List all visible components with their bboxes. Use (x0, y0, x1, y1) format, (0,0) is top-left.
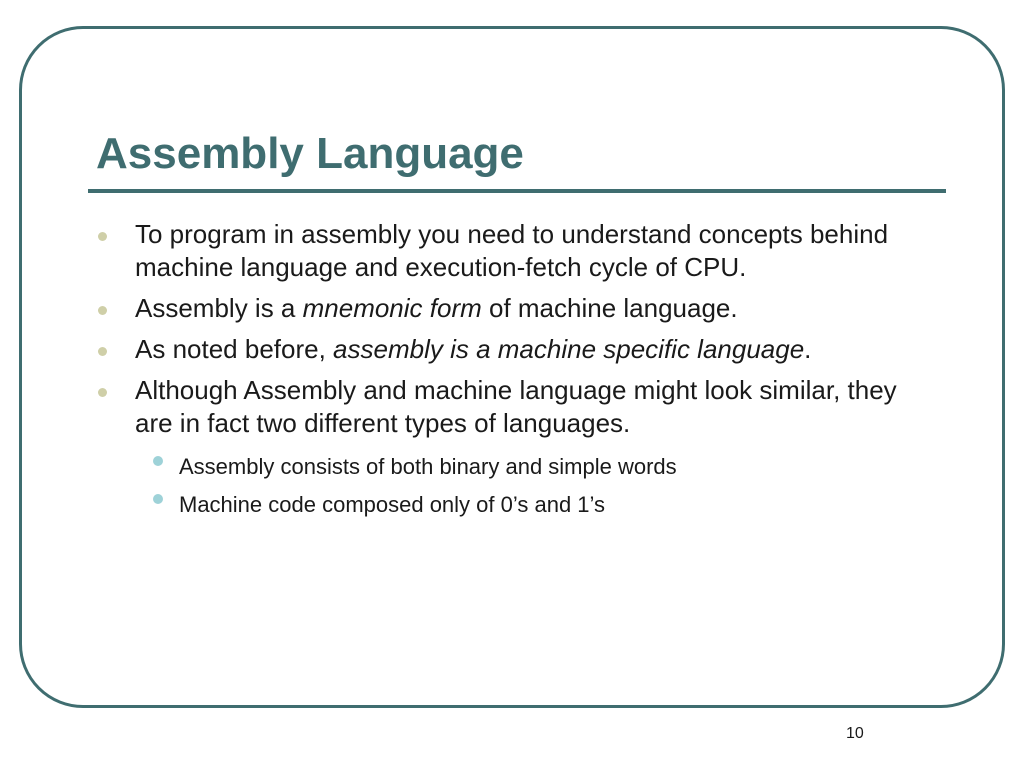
bullet-text-post: of machine language. (481, 293, 738, 323)
bullet-dot-icon (98, 388, 107, 397)
bullet-text-emphasis: assembly is a machine specific language (333, 334, 805, 364)
sub-bullet-list (96, 448, 926, 524)
bullet-text-emphasis: mnemonic form (302, 293, 482, 323)
sub-bullet-item (96, 486, 926, 524)
bullet-text: To program in assembly you need to understand concepts behind machine language and execution-fetch cycle of CPU. (135, 219, 889, 282)
bullet-text-post: . (804, 334, 812, 364)
sub-bullet-text: Assembly consists of both binary and simple words (179, 454, 677, 479)
sub-bullet-text: Machine code composed only of 0’s and 1’s (179, 492, 606, 517)
slide-body (96, 218, 926, 524)
page-number: 10 (846, 725, 864, 742)
slide-title: Assembly Language (96, 129, 524, 178)
sub-bullet-dot-icon (153, 494, 163, 504)
bullet-text-pre: Assembly is a (135, 293, 303, 323)
bullet-dot-icon (98, 347, 107, 356)
bullet-item (96, 218, 926, 284)
bullet-text-pre: As noted before, (135, 334, 334, 364)
bullet-item (96, 292, 926, 325)
bullet-dot-icon (98, 232, 107, 241)
bullet-dot-icon (98, 306, 107, 315)
bullet-item (96, 374, 926, 440)
title-underline (88, 189, 946, 193)
bullet-text: Although Assembly and machine language might look similar, they are in fact two different types of languages. (135, 375, 897, 438)
bullet-item (96, 333, 926, 366)
sub-bullet-dot-icon (153, 456, 163, 466)
sub-bullet-item (96, 448, 926, 486)
